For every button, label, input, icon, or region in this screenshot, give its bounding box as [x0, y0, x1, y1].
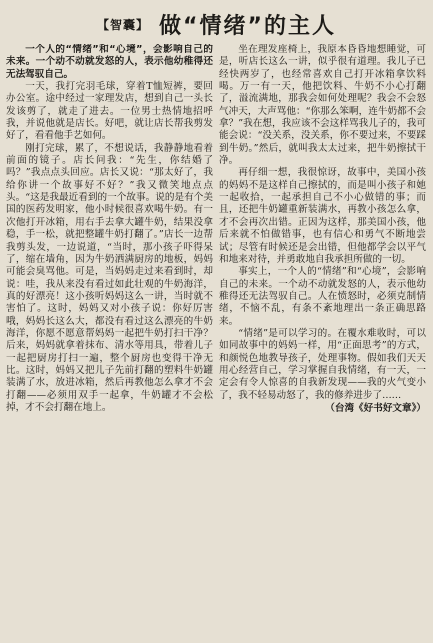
right-column	[219, 44, 426, 641]
paragraph-2: 刚打完球，累了，不想说话，我静静地看着前面的镜子。店长问我：“先生，你结婚了吗？”我点点头回应。店长又说：“那太好了，我给你讲一个故事好不好？”我又微笑地点点头。“这是我最近看到的一个故事。说的是有个美国的医药发明家，他小时候很喜欢喝牛奶。有一次他打开冰箱，用右手去拿大罐牛奶，结果没拿稳，手一松，就把整罐牛奶打翻了。”店长一边帮我剪头发，一边说道，“当时，那小孩子吓得呆了，缩在墙角，因为牛奶洒满厨房的地板，妈妈可能会臭骂他。可是，当妈妈走过来看到时，却说：哇，我从来没有看过如此壮观的牛奶海洋，真的好漂亮！这小孩听妈妈这么一讲，当时就不害怕了。这时，妈妈又对小孩子说：你好厉害哦，妈妈长这么大，都没有看过这么漂亮的牛奶海洋，你愿不愿意帮妈妈一起把牛奶打扫干净？后来，妈妈就拿着抹布、清水等用具，带着儿子一起把厨房打扫一遍，整个厨房也变得干净无比。这时，妈妈又把儿子先前打翻的塑料牛奶罐装满了水，放进冰箱，然后再教他怎么拿才不会打翻——必须用双手一起拿，牛奶罐才不会松掉，才不会打翻在地上。	[6, 142, 213, 413]
paragraph-1: 一天，我打完羽毛球，穿着T恤短裤，要回办公室。途中经过一家理发店，想到自己一头长发该剪了，就走了进去。一位男士热情地招呼我，并说他就是店长。好吧，就让店长帮我剪发好了，看看他手艺如何。	[6, 81, 213, 142]
left-column	[6, 44, 213, 641]
article-body	[6, 44, 427, 641]
paragraph-3: 坐在理发座椅上，我原本昏昏地想睡觉，可是，听店长这么一讲，似乎很有道理。我儿子已经快两岁了，也经常喜欢自己打开冰箱拿饮料喝。万一有一天，他把饮料、牛奶不小心打翻了，溢流满地，那我会如何处理呢？我会不会怒气冲天，大声骂他：“你那么笨啊，连牛奶都不会拿？”我在想，我应该不会这样骂我儿子的，我可能会说：“没关系，没关系，你不要过来，不要踩到牛奶。”然后，就叫我太太过来，把牛奶擦拭干净。	[219, 44, 426, 167]
title-bar	[6, 4, 427, 44]
column-tag: 【智囊】	[97, 17, 150, 32]
paragraph-6: “情绪”是可以学习的。在覆水难收时，可以如同故事中的妈妈一样，用“正面思考”的方式，和颜悦色地教导孩子，处理事物。假如我们天天用心经营自己，学习掌握自我情绪，有一天，一定会有令人惊喜的自我新发现——我的火气变小了，我不轻易动怒了，我的修养进步了……	[219, 327, 426, 401]
lead-paragraph: 一个人的“情绪”和“心境”，会影响自己的未来。一个动不动就发怒的人，表示他幼稚得还无法驾驭自己。	[6, 44, 213, 80]
paragraph-4: 再仔细一想，我很惊讶，故事中，美国小孩的妈妈不是这样自己擦拭的，而是叫小孩子和她一起收拾，一起承担自己不小心做错的事；而且，还把牛奶罐重新装满水，再教小孩怎么拿，才不会再次出错。正因为这样，那美国小孩，他后来就不怕做错事，也有信心和勇气不断地尝试；尽管有时候还是会出错，但他都学会以平气和地来对待，并勇敢地自我承担所做的一切。	[219, 167, 426, 265]
paragraph-5: 事实上，一个人的“情绪”和“心境”，会影响自己的未来。一个动不动就发怒的人，表示他幼稚得还无法驾驭自己。人在愤怒时，必须克制情绪，不恼不乱，有条不紊地理出一条正确思路来。	[219, 266, 426, 327]
article-title: 做“情绪”的主人	[159, 13, 336, 39]
source-credit: （台湾《好书好文章》）	[325, 402, 426, 414]
